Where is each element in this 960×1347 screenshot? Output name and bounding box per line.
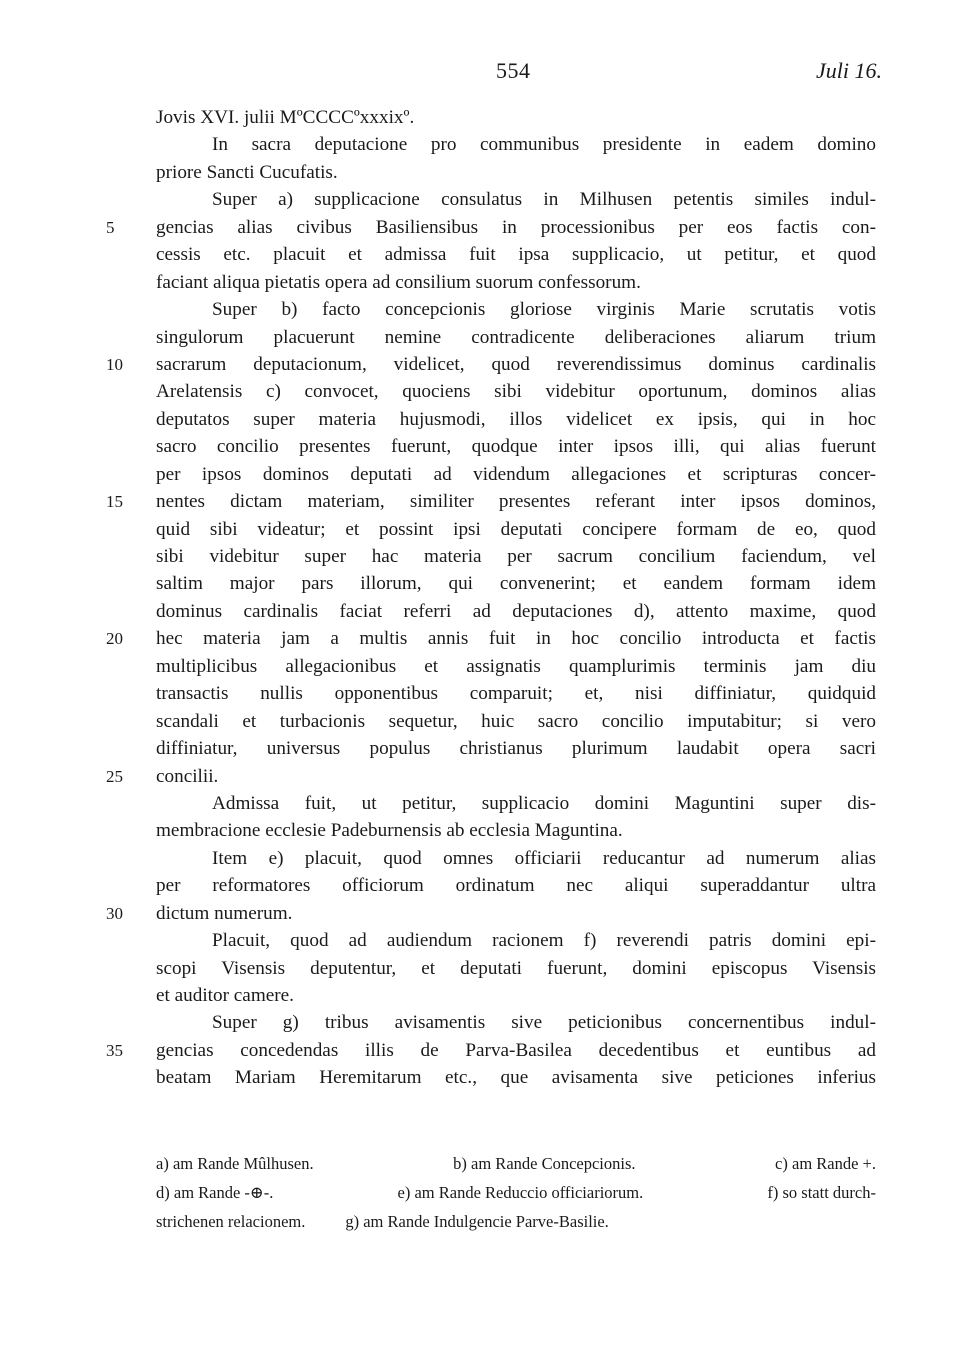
text-line [156,708,876,735]
line-text: Admissa fuit, ut petitur, supplicacio domini Maguntini super dis- [212,792,876,814]
text-line [106,214,876,241]
text-line [106,900,876,927]
footnote-c: c) am Rande +. [775,1154,876,1173]
footnote-row [156,1178,876,1207]
line-text: singulorum placuerunt nemine contradicente deliberaciones aliarum trium [156,326,876,348]
footnote-b: b) am Rande Concepcionis. [453,1154,636,1173]
text-line [156,680,876,707]
text-line [156,104,876,131]
footnote-e: e) am Rande Reduccio officiariorum. [397,1183,644,1202]
line-text: diffiniatur, universus populus christianus plurimum laudabit opera sacri [156,738,876,760]
footnote-row [156,1149,876,1178]
text-line [156,817,876,844]
main-text [106,104,876,1092]
text-line [156,461,876,488]
line-text: deputatos super materia hujusmodi, illos videlicet ex ipsis, qui in hoc [156,408,876,430]
footnotes [156,1149,876,1236]
footnote-a: a) am Rande Mûlhusen. [156,1154,314,1173]
text-line [156,378,876,405]
text-line [156,543,876,570]
footnote-d: d) am Rande -⊕-. [156,1183,274,1202]
line-text: saltim major pars illorum, qui convenerint; et eandem formam idem [156,573,876,595]
line-number: 25 [106,766,123,786]
text-line [106,351,876,378]
line-text: transactis nullis opponentibus comparuit; et, nisi diffiniatur, quidquid [156,683,876,705]
line-text: multiplicibus allegacionibus et assignatis quamplurimis terminis jam diu [156,655,876,677]
text-line [156,955,876,982]
line-text: dominus cardinalis faciat referri ad deputaciones d), attento maxime, quod [156,600,876,622]
line-text: quid sibi videatur; et possint ipsi deputati concipere formam de eo, quod [156,518,876,540]
line-text: beatam Mariam Heremitarum etc., que avisamenta sive peticiones inferius [156,1067,876,1089]
line-text: per ipsos dominos deputati ad videndum allegaciones et scripturas concer- [156,463,876,485]
text-line [106,488,876,515]
line-number: 20 [106,629,123,649]
line-text: Super g) tribus avisamentis sive peticionibus concernentibus indul- [212,1012,876,1034]
text-line [156,570,876,597]
line-text: Arelatensis c) convocet, quociens sibi videbitur oportunum, dominos alias [156,381,876,403]
line-text: cessis etc. placuit et admissa fuit ipsa supplicacio, ut petitur, et quod [156,244,876,266]
text-line [156,982,876,1009]
line-text: gencias alias civibus Basiliensibus in processionibus per eos factis con- [156,216,876,238]
line-text: scopi Visensis deputentur, et deputati fuerunt, domini episcopus Visensis [156,957,876,979]
line-text: per reformatores officiorum ordinatum nec aliqui superaddantur ultra [156,875,876,897]
line-text: faciant aliqua pietatis opera ad consilium suorum confessorum. [156,271,641,293]
text-line [156,516,876,543]
line-text: et auditor camere. [156,985,294,1006]
line-text: sacro concilio presentes fuerunt, quodque inter ipsos illi, qui alias fuerunt [156,436,876,458]
page-number: 554 [496,58,531,83]
running-head: Juli 16. [816,58,882,83]
text-line [156,159,876,186]
text-line [106,1037,876,1064]
text-line [156,927,876,954]
line-text: Jovis XVI. julii MºCCCCºxxxixº. [156,107,415,128]
text-line [156,872,876,899]
footnote-f: f) so statt durch- [767,1183,876,1202]
line-number: 10 [106,354,123,374]
line-text: gencias concedendas illis de Parva-Basilea decedentibus et euntibus ad [156,1039,876,1061]
line-text: dictum numerum. [156,902,293,924]
text-line [156,296,876,323]
line-text: In sacra deputacione pro communibus presidente in eadem domino [212,134,876,156]
text-line [156,269,876,296]
text-line [156,324,876,351]
line-number: 30 [106,903,123,923]
line-text: scandali et turbacionis sequetur, huic sacro concilio imputabitur; si vero [156,710,876,732]
line-text: concilii. [156,765,219,787]
line-text: membracione ecclesie Padeburnensis ab ecclesia Maguntina. [156,820,623,842]
text-line [156,406,876,433]
text-line [156,735,876,762]
text-line [156,241,876,268]
text-line [106,625,876,652]
text-line [156,186,876,213]
footnote-row [156,1207,876,1236]
line-text: Super b) facto concepcionis gloriose virginis Marie scrutatis votis [212,299,876,321]
line-text: sibi videbitur super hac materia per sacrum concilium faciendum, vel [156,546,876,567]
text-line [156,433,876,460]
line-text: hec materia jam a multis annis fuit in hoc concilio introducta et factis [156,628,876,650]
text-line [156,598,876,625]
text-line [156,653,876,680]
text-line [156,131,876,158]
text-line [156,1064,876,1091]
line-text: Super a) supplicacione consulatus in Milhusen petentis similes indul- [212,189,876,211]
text-line [156,790,876,817]
line-text: sacrarum deputacionum, videlicet, quod reverendissimus dominus cardinalis [156,353,876,375]
footnote-g: g) am Rande Indulgencie Parve-Basilie. [345,1212,609,1231]
text-line [106,763,876,790]
line-number: 5 [106,217,115,237]
text-line [156,845,876,872]
footnote-f-continued: strichenen relacionem. [156,1212,306,1231]
line-number: 35 [106,1040,123,1060]
line-text: Item e) placuit, quod omnes officiarii reducantur ad numerum alias [212,847,876,869]
line-number: 15 [106,492,123,512]
line-text: Placuit, quod ad audiendum racionem f) reverendi patris domini epi- [212,930,876,952]
line-text: priore Sancti Cucufatis. [156,161,338,183]
line-text: nentes dictam materiam, similiter presentes referant inter ipsos dominos, [156,491,876,513]
text-line [156,1009,876,1036]
